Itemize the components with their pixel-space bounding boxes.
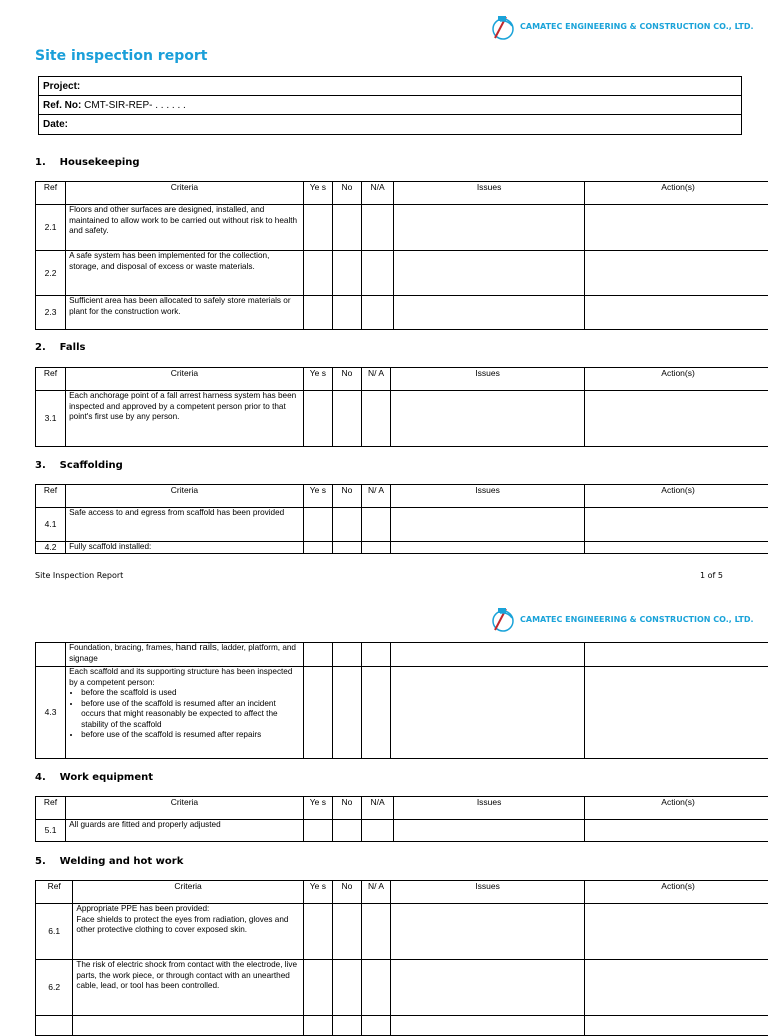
na-cell[interactable] — [361, 508, 390, 542]
table-header-row: Ref Criteria Ye s No N/ A Issues Action(s) — [36, 368, 768, 391]
na-cell[interactable] — [361, 251, 393, 296]
no-cell[interactable] — [332, 643, 361, 667]
na-cell[interactable] — [361, 296, 393, 330]
issues-cell[interactable] — [391, 508, 585, 542]
na-cell[interactable] — [361, 820, 393, 842]
table-row: 5.1 All guards are fitted and properly adjusted — [36, 820, 768, 842]
na-cell[interactable] — [361, 391, 390, 447]
yes-cell[interactable] — [303, 542, 332, 554]
company-name: CAMATEC ENGINEERING & CONSTRUCTION CO., LTD. — [520, 22, 754, 31]
actions-cell[interactable] — [585, 205, 768, 251]
page-number: 1 of 5 — [700, 571, 723, 580]
yes-cell[interactable] — [303, 904, 332, 960]
date-field: Date: — [39, 115, 741, 134]
table-row: 4.1 Safe access to and egress from scaffold has been provided — [36, 508, 768, 542]
section-heading-welding: 5. Welding and hot work — [35, 856, 183, 867]
no-cell[interactable] — [332, 251, 361, 296]
issues-cell[interactable] — [391, 667, 585, 759]
no-cell[interactable] — [332, 1016, 361, 1036]
issues-cell[interactable] — [394, 820, 585, 842]
table-row: 6.1 Appropriate PPE has been provided: Face shields to protect the eyes from radiation, gloves and other protective clothing to cover exposed skin. — [36, 904, 768, 960]
yes-cell[interactable] — [303, 391, 332, 447]
ref-value: CMT-SIR-REP- . . . . . . — [84, 100, 186, 111]
issues-cell[interactable] — [394, 296, 585, 330]
actions-cell[interactable] — [585, 667, 768, 759]
no-cell[interactable] — [332, 508, 361, 542]
yes-cell[interactable] — [303, 820, 332, 842]
table-row: 2.1 Floors and other surfaces are designed, installed, and maintained to allow work to be carried out without risk to health and safety. — [36, 205, 768, 251]
company-name: CAMATEC ENGINEERING & CONSTRUCTION CO., LTD. — [520, 615, 754, 624]
no-cell[interactable] — [332, 542, 361, 554]
actions-cell[interactable] — [585, 960, 768, 1016]
section-heading-housekeeping: 1. Housekeeping — [35, 157, 140, 168]
yes-cell[interactable] — [303, 508, 332, 542]
actions-cell[interactable] — [585, 296, 768, 330]
table-row — [36, 1016, 768, 1036]
na-cell[interactable] — [361, 542, 390, 554]
table-header-row: Ref Criteria Ye s No N/A Issues Action(s) — [36, 182, 768, 205]
na-cell[interactable] — [361, 643, 390, 667]
company-logo-icon — [490, 606, 516, 634]
issues-cell[interactable] — [394, 251, 585, 296]
page-title: Site inspection report — [35, 48, 207, 64]
na-cell[interactable] — [361, 667, 390, 759]
table-row: 2.3 Sufficient area has been allocated to safely store materials or plant for the construction work. — [36, 296, 768, 330]
table-header-row: Ref Criteria Ye s No N/ A Issues Action(s) — [36, 881, 768, 904]
scaffolding-table-continued — [35, 642, 768, 759]
actions-cell[interactable] — [585, 1016, 768, 1036]
company-logo-icon — [490, 14, 516, 42]
actions-cell[interactable] — [585, 820, 768, 842]
section-heading-scaffolding: 3. Scaffolding — [35, 460, 123, 471]
no-cell[interactable] — [332, 205, 361, 251]
table-header-row: Ref Criteria Ye s No N/ A Issues Action(s) — [36, 485, 768, 508]
yes-cell[interactable] — [303, 643, 332, 667]
actions-cell[interactable] — [585, 251, 768, 296]
no-cell[interactable] — [332, 904, 361, 960]
no-cell[interactable] — [332, 391, 361, 447]
footer-left: Site Inspection Report — [35, 571, 123, 580]
ref-field: Ref. No: CMT-SIR-REP- . . . . . . — [39, 96, 741, 115]
project-field: Project: — [39, 77, 741, 96]
yes-cell[interactable] — [303, 296, 332, 330]
actions-cell[interactable] — [585, 508, 768, 542]
issues-cell[interactable] — [391, 542, 585, 554]
actions-cell[interactable] — [585, 904, 768, 960]
na-cell[interactable] — [361, 1016, 390, 1036]
no-cell[interactable] — [332, 667, 361, 759]
table-row: Foundation, bracing, frames, hand rails, ladder, platform, and signage — [36, 643, 768, 667]
yes-cell[interactable] — [303, 251, 332, 296]
actions-cell[interactable] — [585, 542, 768, 554]
no-cell[interactable] — [332, 820, 361, 842]
scaffolding-table — [35, 484, 768, 554]
actions-cell[interactable] — [585, 643, 768, 667]
section-heading-work-equipment: 4. Work equipment — [35, 772, 153, 783]
issues-cell[interactable] — [394, 205, 585, 251]
yes-cell[interactable] — [303, 1016, 332, 1036]
yes-cell[interactable] — [303, 667, 332, 759]
na-cell[interactable] — [361, 904, 390, 960]
table-row: 4.2 Fully scaffold installed: — [36, 542, 768, 554]
issues-cell[interactable] — [391, 391, 585, 447]
issues-cell[interactable] — [391, 1016, 585, 1036]
falls-table — [35, 367, 768, 447]
yes-cell[interactable] — [303, 205, 332, 251]
table-header-row: Ref Criteria Ye s No N/A Issues Action(s) — [36, 797, 768, 820]
no-cell[interactable] — [332, 960, 361, 1016]
issues-cell[interactable] — [391, 643, 585, 667]
no-cell[interactable] — [332, 296, 361, 330]
yes-cell[interactable] — [303, 960, 332, 1016]
issues-cell[interactable] — [391, 904, 585, 960]
welding-table — [35, 880, 768, 1036]
inspection-bullet-list: • before the scaffold is used • before use of the scaffold is resumed after an incident occurs that might reasonably be expected to affect the stability of the scaffold • before use of the scaffold is resumed after repairs — [69, 688, 300, 741]
actions-cell[interactable] — [585, 391, 768, 447]
section-heading-falls: 2. Falls — [35, 342, 85, 353]
table-row: 6.2 The risk of electric shock from contact with the electrode, live parts, the work piece, or through contact with an unearthed cable, lead, or tool has been controlled. — [36, 960, 768, 1016]
housekeeping-table — [35, 181, 768, 330]
table-row: 2.2 A safe system has been implemented for the collection, storage, and disposal of excess or waste materials. — [36, 251, 768, 296]
issues-cell[interactable] — [391, 960, 585, 1016]
table-row: 4.3 Each scaffold and its supporting structure has been inspected by a competent person: • before the scaffold is used • before use of the scaffold is resumed after an incident occurs that might reasonably be expected to affect the stability of the scaffold • before use of the scaffold is resumed after repairs — [36, 667, 768, 759]
table-row: 3.1 Each anchorage point of a fall arrest harness system has been inspected and approved by a competent person prior to that point's first use by any person. — [36, 391, 768, 447]
report-info-box — [38, 76, 742, 135]
na-cell[interactable] — [361, 205, 393, 251]
work-equipment-table — [35, 796, 768, 842]
na-cell[interactable] — [361, 960, 390, 1016]
